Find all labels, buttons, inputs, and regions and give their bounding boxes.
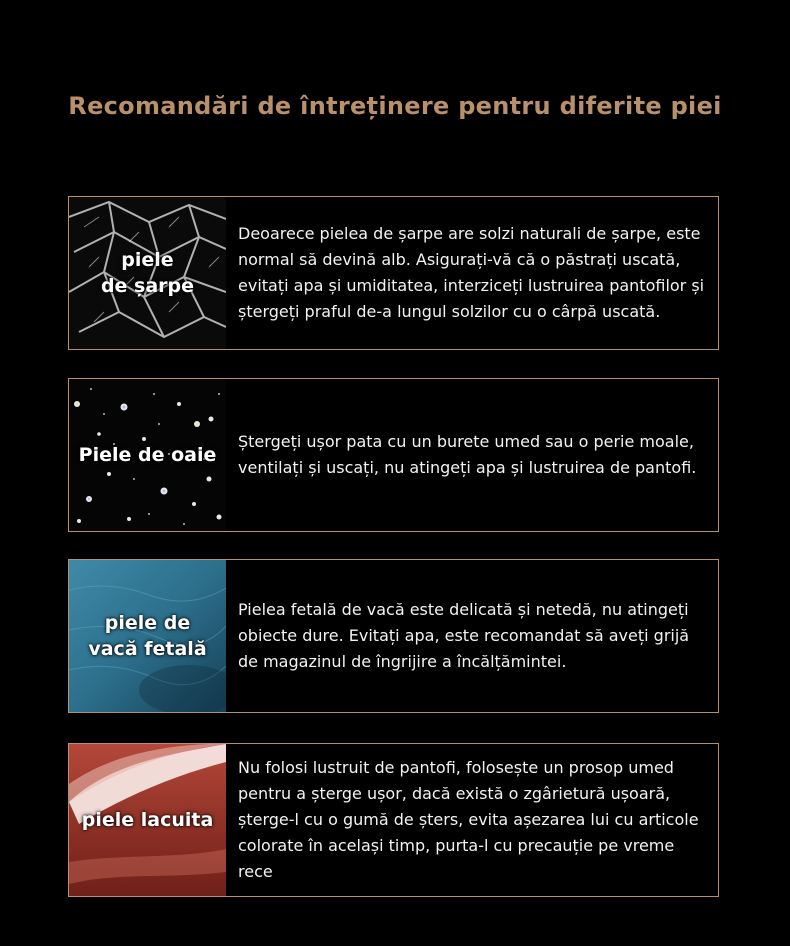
sheepskin-description: Ștergeți ușor pata cu un burete umed sau o perie moale, ventilați și uscați, nu atingeți apa și lustruirea de pantofi. [238, 432, 697, 477]
fetal-cowhide-texture-image [69, 560, 226, 712]
patent-leather-label: piele lacuita [81, 809, 214, 831]
patent-leather-texture-image [69, 744, 226, 896]
sheepskin-texture-image [69, 379, 226, 531]
care-card-snakeskin [68, 196, 719, 350]
snakeskin-description: Deoarece pielea de șarpe are solzi naturali de șarpe, este normal să devină alb. Asigurați-vă că o păstrați uscată, evitați apa și umiditatea, interziceți lustruirea pantofilor și ștergeți praful de-a lungul solzilor cu o cârpă uscată. [238, 224, 705, 321]
snakeskin-texture-image [69, 197, 226, 349]
care-card-sheepskin [68, 378, 719, 532]
patent-leather-description: Nu folosi lustruit de pantofi, folosește un prosop umed pentru a șterge ușor, dacă există o zgârietură ușoară, șterge-l cu o gumă de șters, evita așezarea lui cu articole colorate în același timp, purta-l cu precauție pe vreme rece [238, 758, 699, 881]
fetal-cowhide-description: Pielea fetală de vacă este delicată și netedă, nu atingeți obiecte dure. Evitați apa, este recomandat să aveți grijă de magazinul de îngrijire a încălțămintei. [238, 600, 690, 671]
care-card-fetal-cowhide [68, 559, 719, 713]
care-card-patent-leather [68, 743, 719, 897]
snakeskin-label: piele de șarpe [100, 249, 195, 297]
fetal-cowhide-label: piele de vacă fetală [88, 612, 207, 660]
sheepskin-label: Piele de oaie [78, 444, 217, 466]
page-title: Recomandări de întreținere pentru diferite piei [68, 92, 722, 120]
